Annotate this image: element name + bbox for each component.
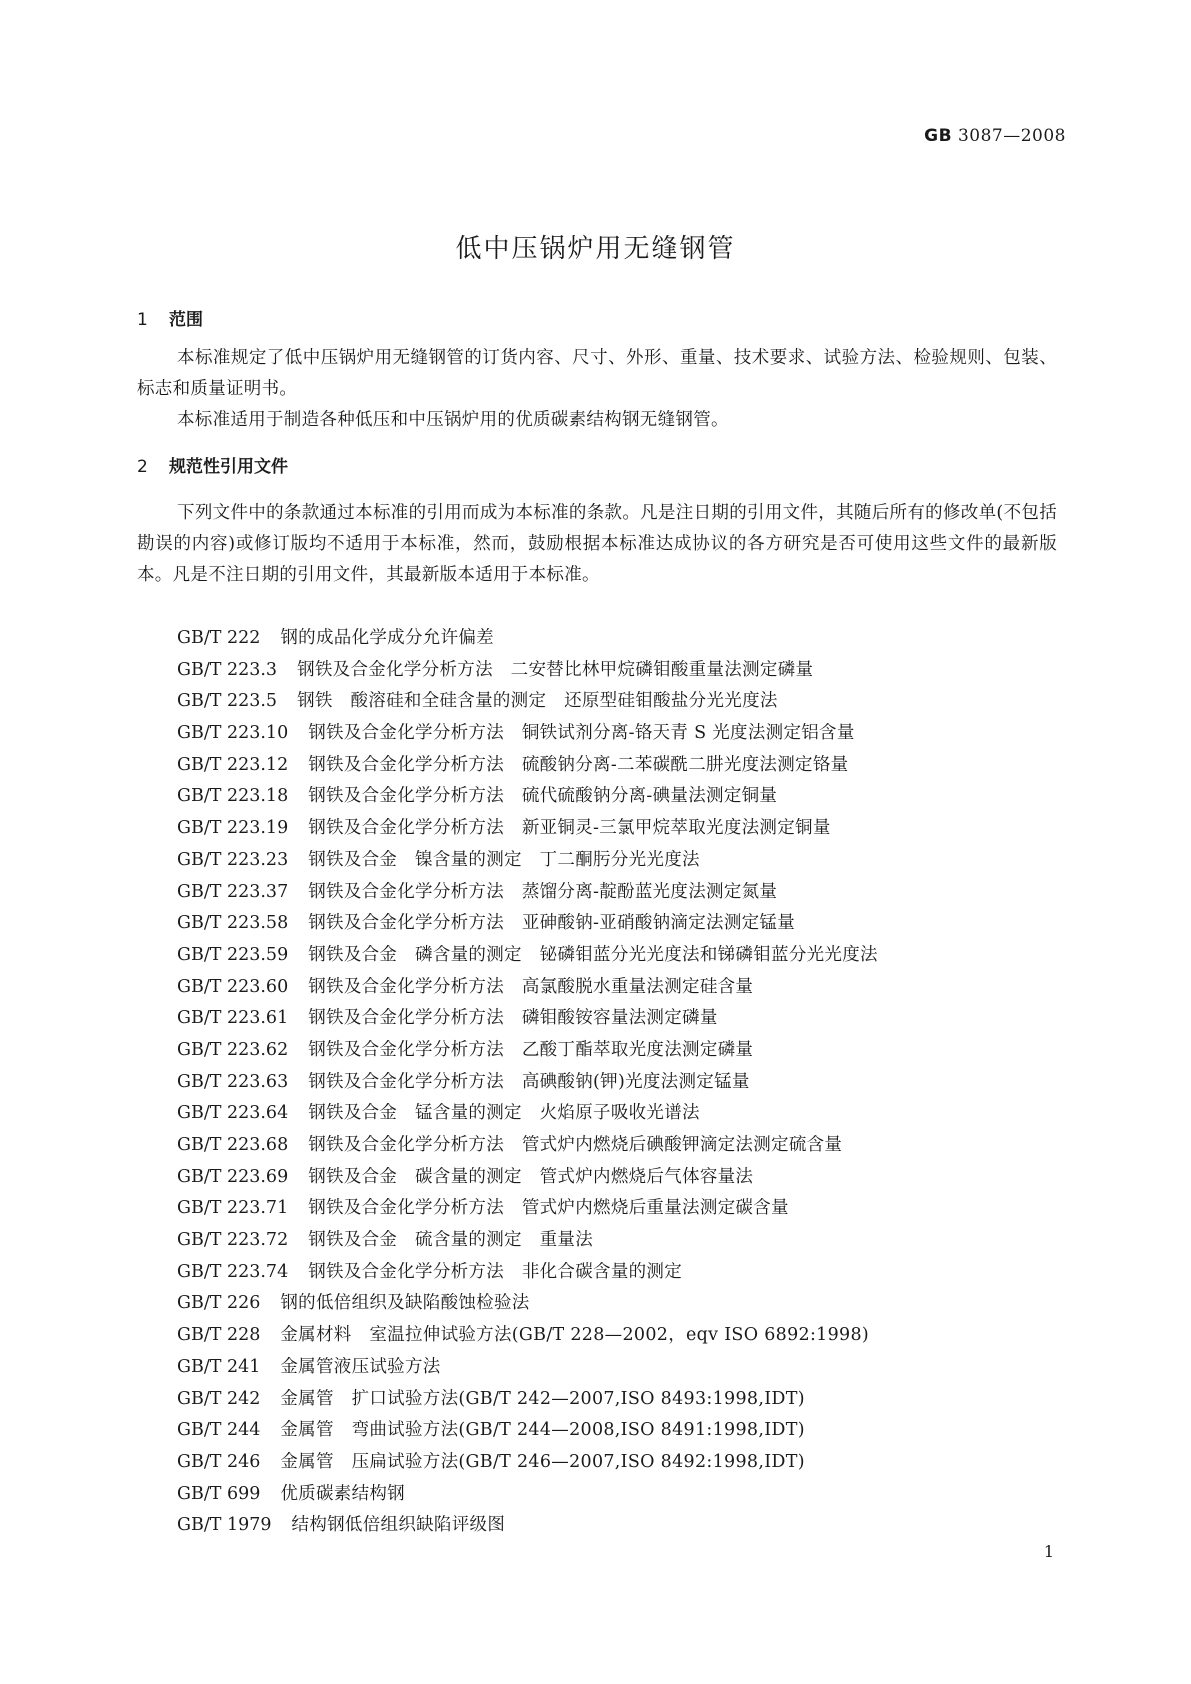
reference-item — [177, 1067, 878, 1099]
reference-item — [177, 972, 878, 1004]
reference-code: GB/T 223.59 — [177, 944, 289, 965]
reference-item — [177, 781, 878, 813]
reference-item — [177, 1288, 878, 1320]
reference-title: 优质碳素结构钢 — [280, 1483, 405, 1504]
reference-title: 钢铁及合金 硫含量的测定 重量法 — [308, 1230, 594, 1251]
reference-code: GB/T 223.18 — [177, 786, 289, 807]
reference-title: 钢铁及合金化学分析方法 管式炉内燃烧后碘酸钾滴定法测定硫含量 — [308, 1135, 843, 1155]
reference-code: GB/T 223.71 — [177, 1198, 289, 1219]
reference-item — [177, 940, 878, 972]
reference-item — [177, 686, 878, 718]
reference-title: 钢铁及合金化学分析方法 硫代硫酸钠分离-碘量法测定铜量 — [308, 786, 778, 807]
reference-code: GB/T 223.64 — [177, 1103, 289, 1124]
section-2-heading — [137, 452, 288, 477]
reference-title: 金属材料 室温拉伸试验方法(GB/T 228—2002，eqv ISO 6892:1998) — [280, 1325, 870, 1346]
document-title: 低中压锅炉用无缝钢管 — [455, 234, 736, 264]
reference-item — [177, 1003, 878, 1035]
reference-code: GB/T 226 — [177, 1293, 261, 1314]
reference-item — [177, 623, 878, 655]
reference-title: 金属管 压扁试验方法(GB/T 246—2007,ISO 8492:1998,IDT) — [280, 1451, 805, 1472]
section-2-title: 规范性引用文件 — [169, 457, 288, 477]
standard-code — [924, 126, 1066, 146]
reference-item — [177, 1225, 878, 1257]
standard-prefix: GB — [924, 126, 953, 146]
reference-item — [177, 1415, 878, 1447]
reference-code: GB/T 223.3 — [177, 659, 278, 680]
reference-item — [177, 1447, 878, 1479]
reference-title: 钢铁及合金化学分析方法 高氯酸脱水重量法测定硅含量 — [308, 976, 754, 997]
reference-code: GB/T 223.62 — [177, 1039, 289, 1060]
reference-title: 钢的成品化学成分允许偏差 — [280, 628, 494, 648]
section-1-number: 1 — [137, 310, 148, 330]
reference-code: GB/T 223.23 — [177, 849, 289, 870]
reference-code: GB/T 223.69 — [177, 1166, 289, 1187]
reference-title: 钢铁及合金化学分析方法 亚砷酸钠-亚硝酸钠滴定法测定锰量 — [308, 913, 796, 934]
section-1-paragraph-1: 本标准规定了低中压锅炉用无缝钢管的订货内容、尺寸、外形、重量、技术要求、试验方法、检验规则、包装、标志和质量证明书。 — [137, 348, 1057, 399]
reference-code: GB/T 223.68 — [177, 1135, 289, 1155]
reference-code: GB/T 699 — [177, 1483, 261, 1504]
reference-title: 金属管液压试验方法 — [280, 1356, 441, 1377]
reference-code: GB/T 223.60 — [177, 976, 289, 997]
reference-item — [177, 1130, 878, 1162]
reference-code: GB/T 242 — [177, 1388, 261, 1409]
reference-title: 钢铁 酸溶硅和全硅含量的测定 还原型硅钼酸盐分光光度法 — [297, 691, 778, 712]
reference-item — [177, 655, 878, 687]
reference-item — [177, 750, 878, 782]
reference-code: GB/T 246 — [177, 1451, 261, 1472]
reference-item — [177, 1257, 878, 1289]
standard-number: 3087—2008 — [957, 126, 1066, 146]
reference-title: 钢铁及合金化学分析方法 管式炉内燃烧后重量法测定碳含量 — [308, 1198, 789, 1219]
section-2-intro: 下列文件中的条款通过本标准的引用而成为本标准的条款。凡是注日期的引用文件，其随后所有的修改单(不包括勘误的内容)或修订版均不适用于本标准，然而，鼓励根据本标准达成协议的各方研究是否可使用这些文件的最新版本。凡是不注日期的引用文件，其最新版本适用于本标准。 — [137, 503, 1057, 585]
reference-code: GB/T 223.74 — [177, 1261, 289, 1282]
reference-title: 钢铁及合金化学分析方法 非化合碳含量的测定 — [308, 1261, 683, 1282]
reference-item — [177, 1320, 878, 1352]
reference-item — [177, 1098, 878, 1130]
reference-item — [177, 1510, 878, 1542]
reference-item — [177, 1352, 878, 1384]
reference-code: GB/T 223.61 — [177, 1008, 289, 1029]
reference-code: GB/T 223.12 — [177, 754, 289, 775]
reference-code: GB/T 244 — [177, 1420, 261, 1441]
reference-title: 金属管 扩口试验方法(GB/T 242—2007,ISO 8493:1998,IDT) — [280, 1388, 805, 1409]
reference-title: 钢铁及合金化学分析方法 新亚铜灵-三氯甲烷萃取光度法测定铜量 — [308, 818, 831, 839]
reference-title: 金属管 弯曲试验方法(GB/T 244—2008,ISO 8491:1998,IDT) — [280, 1420, 805, 1441]
reference-item — [177, 813, 878, 845]
reference-title: 结构钢低倍组织缺陷评级图 — [291, 1515, 506, 1536]
reference-code: GB/T 223.37 — [177, 881, 289, 902]
reference-title: 钢铁及合金化学分析方法 二安替比林甲烷磷钼酸重量法测定磷量 — [297, 659, 814, 680]
reference-title: 钢铁及合金化学分析方法 磷钼酸铵容量法测定磷量 — [308, 1008, 718, 1029]
reference-code: GB/T 223.5 — [177, 691, 278, 712]
reference-code: GB/T 1979 — [177, 1515, 272, 1536]
reference-item — [177, 718, 878, 750]
reference-title: 钢铁及合金 镍含量的测定 丁二酮肟分光光度法 — [308, 849, 700, 870]
reference-title: 钢的低倍组织及缺陷酸蚀检验法 — [280, 1293, 530, 1314]
reference-item — [177, 1479, 878, 1511]
reference-title: 钢铁及合金 锰含量的测定 火焰原子吸收光谱法 — [308, 1103, 700, 1124]
section-2-number: 2 — [137, 457, 148, 477]
section-1-paragraph-2: 本标准适用于制造各种低压和中压锅炉用的优质碳素结构钢无缝钢管。 — [177, 410, 729, 430]
reference-item — [177, 1162, 878, 1194]
reference-title: 钢铁及合金 磷含量的测定 铋磷钼蓝分光光度法和锑磷钼蓝分光光度法 — [308, 944, 878, 965]
reference-code: GB/T 222 — [177, 628, 261, 648]
reference-code: GB/T 223.19 — [177, 818, 289, 839]
page-number: 1 — [1043, 1542, 1054, 1561]
reference-code: GB/T 223.58 — [177, 913, 289, 934]
section-1-heading — [137, 305, 203, 330]
reference-item — [177, 1193, 878, 1225]
reference-item — [177, 908, 878, 940]
section-1-title: 范围 — [169, 310, 203, 330]
reference-title: 钢铁及合金 碳含量的测定 管式炉内燃烧后气体容量法 — [308, 1166, 754, 1187]
reference-title: 钢铁及合金化学分析方法 铜铁试剂分离-铬天青 S 光度法测定铝含量 — [308, 723, 855, 744]
reference-code: GB/T 241 — [177, 1356, 261, 1377]
reference-title: 钢铁及合金化学分析方法 硫酸钠分离-二苯碳酰二肼光度法测定铬量 — [308, 754, 849, 775]
reference-code: GB/T 223.10 — [177, 723, 289, 744]
reference-item — [177, 845, 878, 877]
reference-item — [177, 1384, 878, 1416]
reference-item — [177, 1035, 878, 1067]
reference-code: GB/T 228 — [177, 1325, 261, 1346]
reference-title: 钢铁及合金化学分析方法 高碘酸钠(钾)光度法测定锰量 — [308, 1071, 750, 1092]
reference-title: 钢铁及合金化学分析方法 乙酸丁酯萃取光度法测定磷量 — [308, 1039, 754, 1060]
reference-list — [177, 623, 878, 1542]
reference-code: GB/T 223.72 — [177, 1230, 289, 1251]
reference-title: 钢铁及合金化学分析方法 蒸馏分离-靛酚蓝光度法测定氮量 — [308, 881, 778, 902]
reference-code: GB/T 223.63 — [177, 1071, 289, 1092]
reference-item — [177, 877, 878, 909]
